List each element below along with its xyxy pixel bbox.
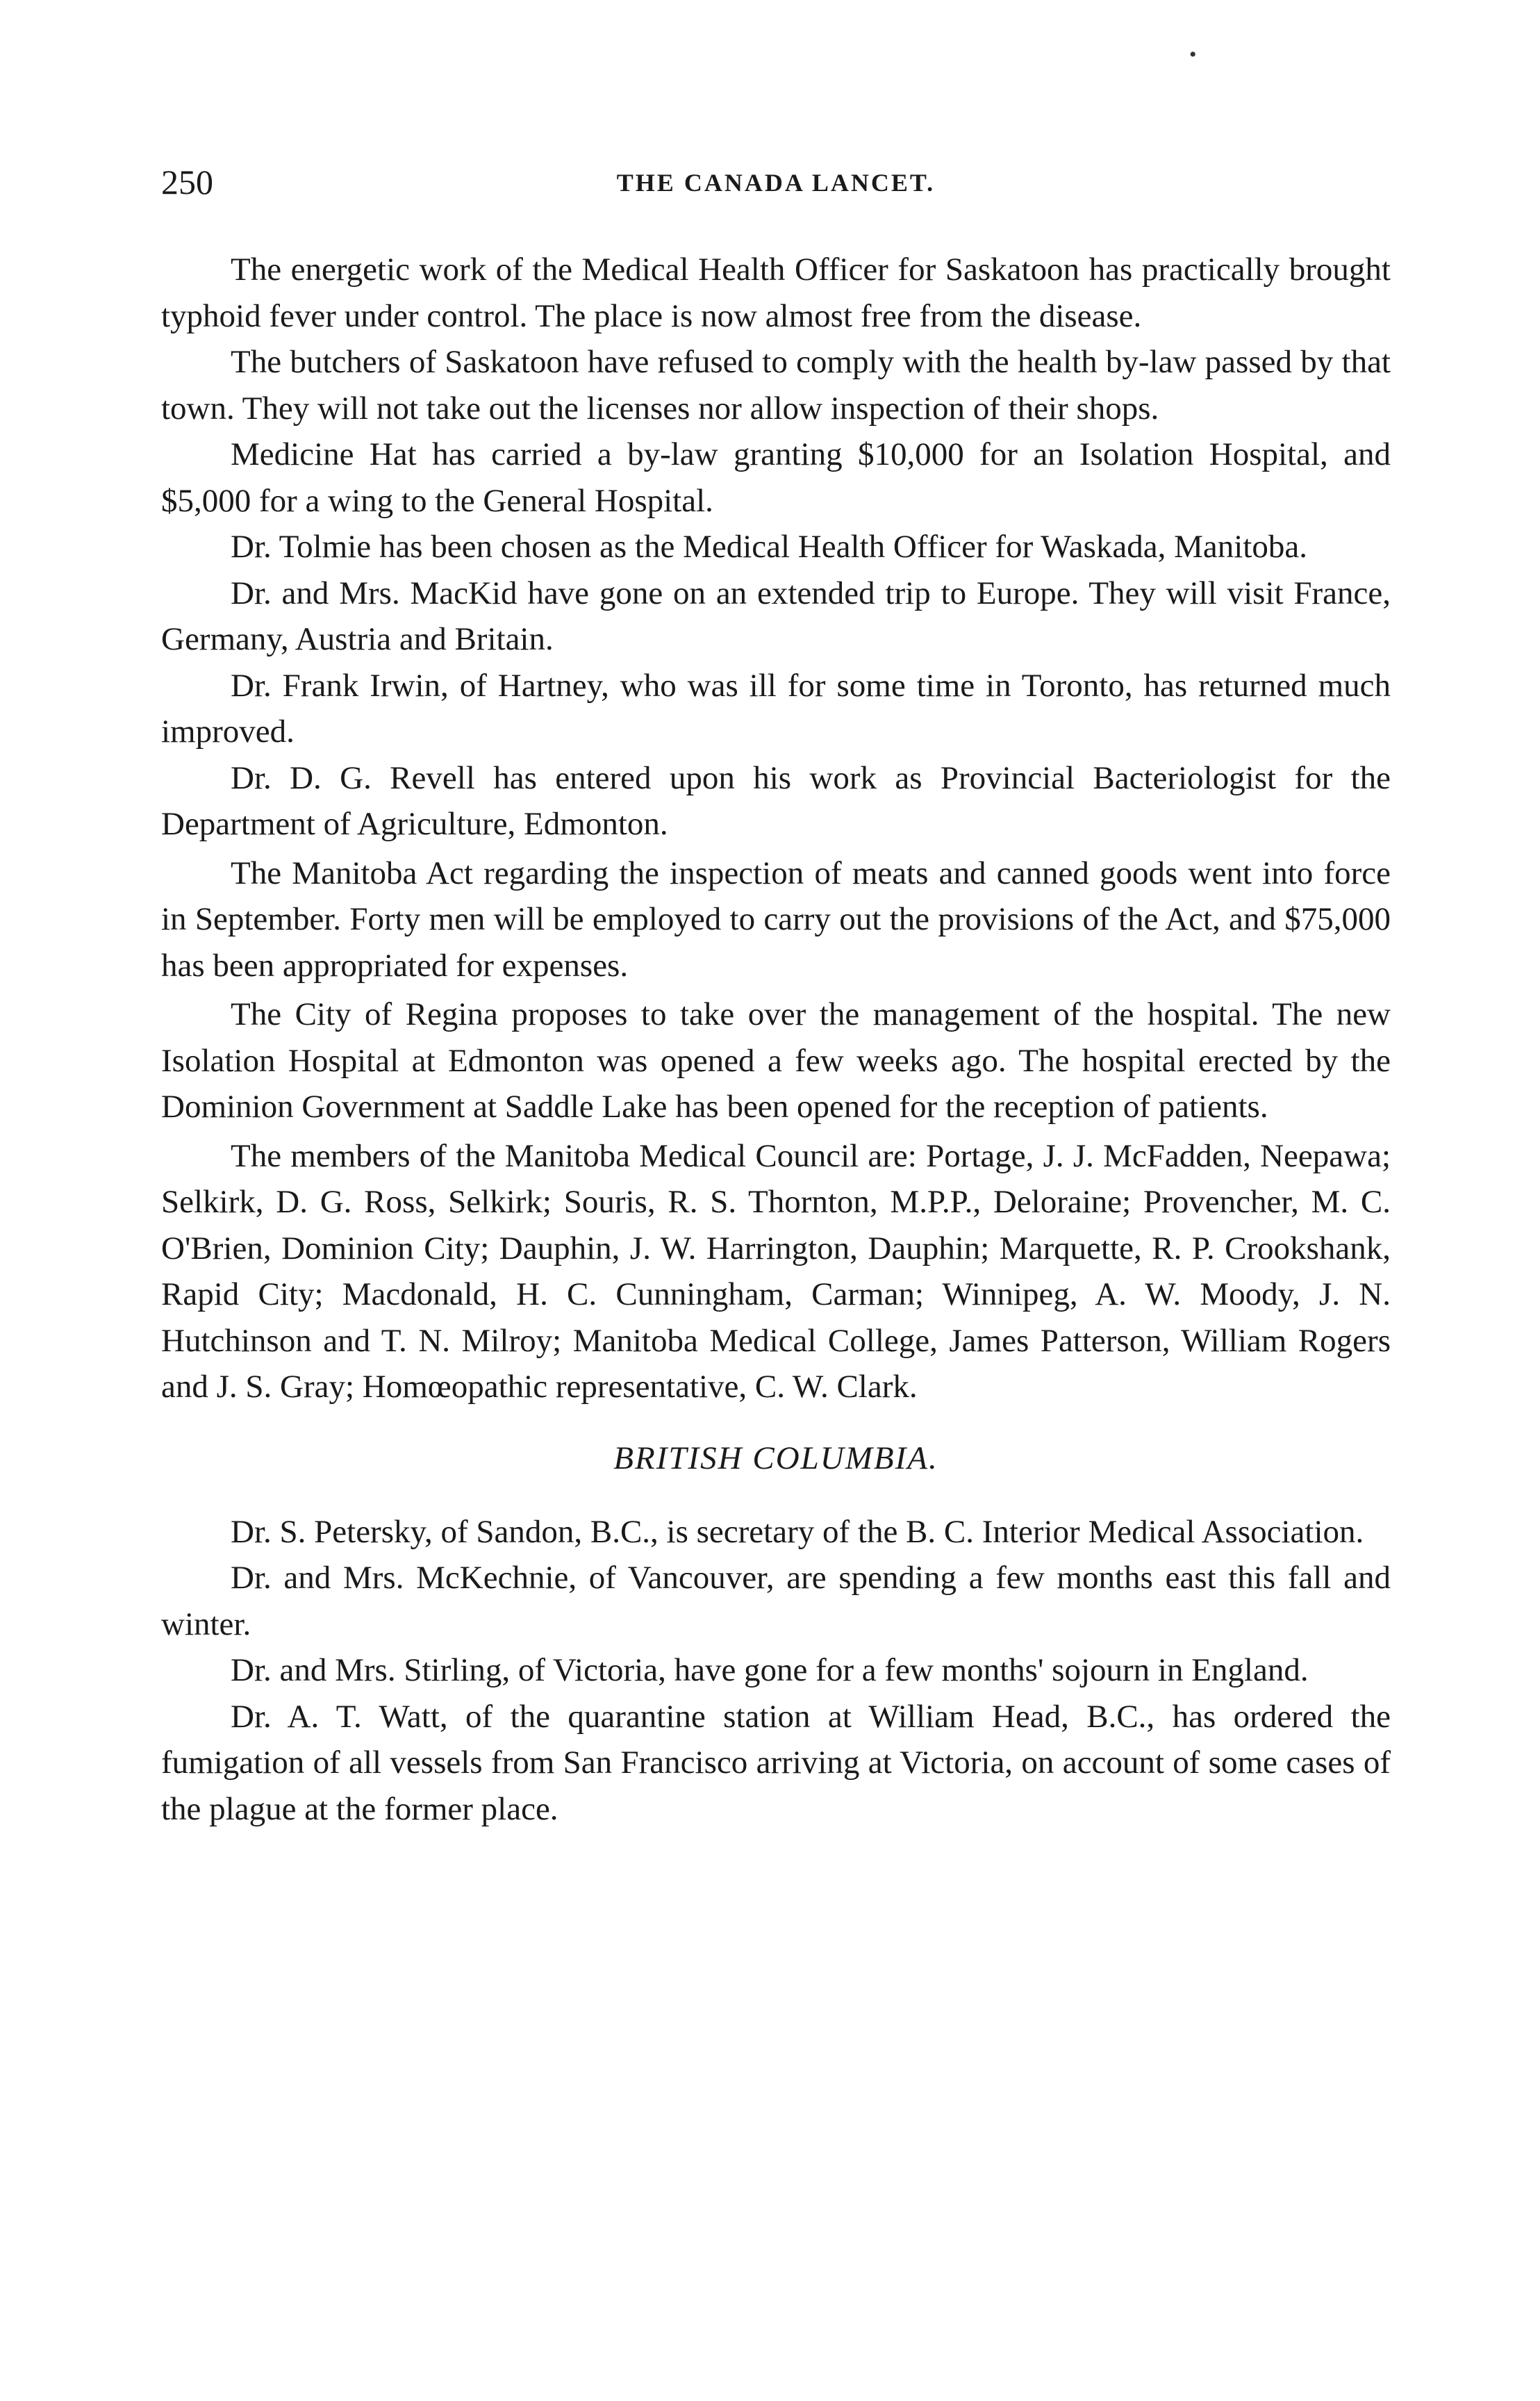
paragraph: Dr. S. Petersky, of Sandon, B.C., is secretary of the B. C. Interior Medical Association.: [231, 1513, 1364, 1550]
paragraph: Medicine Hat has carried a by-law granting $10,000 for an Isolation Hospital, and $5,000 for a wing to the General Hospital.: [161, 436, 1391, 519]
page-header: [161, 161, 1391, 210]
paragraph: Dr. D. G. Revell has entered upon his work as Provincial Bacteriologist for the Department of Agriculture, Edmonton.: [161, 759, 1391, 842]
paragraph: The City of Regina proposes to take over the management of the hospital. The new Isolation Hospital at Edmonton was opened a few weeks ago. The hospital erected by the Dominion Government at Saddle Lake has been opened for the reception of patients.: [161, 996, 1391, 1125]
paragraph: The Manitoba Act regarding the inspection of meats and canned goods went into force in September. Forty men will be employed to carry out the provisions of the Act, and $75,000 has been appropriated for expenses.: [161, 855, 1391, 984]
running-head: THE CANADA LANCET.: [616, 169, 936, 197]
ink-speck: •: [1189, 43, 1197, 66]
paragraph: Dr. Frank Irwin, of Hartney, who was ill for some time in Toronto, has returned much improved.: [161, 667, 1391, 750]
page-number: 250: [161, 163, 213, 201]
paragraph: Dr. and Mrs. McKechnie, of Vancouver, are spending a few months east this fall and winter.: [161, 1560, 1391, 1642]
paragraph: The members of the Manitoba Medical Council are: Portage, J. J. McFadden, Neepawa; Selkirk, D. G. Ross, Selkirk; Souris, R. S. Thornton, M.P.P., Deloraine; Provencher, M. C. O'Brien, Dominion City; Dauphin, J. W. Harrington, Dauphin; Marquette, R. P. Crookshank, Rapid City; Macdonald, H. C. Cunningham, Carman; Winnipeg, A. W. Moody, J. N. Hutchinson and T. N. Milroy; Manitoba Medical College, James Patterson, William Rogers and J. S. Gray; Homœopathic representative, C. W. Clark.: [161, 1137, 1391, 1405]
paragraph: Dr. and Mrs. MacKid have gone on an extended trip to Europe. They will visit France, Germany, Austria and Britain.: [161, 575, 1391, 657]
paragraph: Dr. and Mrs. Stirling, of Victoria, have gone for a few months' sojourn in England.: [231, 1652, 1309, 1688]
paragraph: Dr. A. T. Watt, of the quarantine station at William Head, B.C., has ordered the fumigation of all vessels from San Francisco arriving at Victoria, on account of some cases of the plague at the former place.: [161, 1698, 1391, 1827]
article-body: [161, 247, 1391, 1832]
section-heading: BRITISH COLUMBIA.: [613, 1439, 938, 1476]
paragraph: Dr. Tolmie has been chosen as the Medical Health Officer for Waskada, Manitoba.: [231, 529, 1307, 565]
paragraph: The energetic work of the Medical Health Officer for Saskatoon has practically brought typhoid fever under control. The place is now almost free from the disease.: [161, 251, 1391, 334]
paragraph: The butchers of Saskatoon have refused to comply with the health by-law passed by that town. They will not take out the licenses nor allow inspection of their shops.: [161, 344, 1391, 427]
